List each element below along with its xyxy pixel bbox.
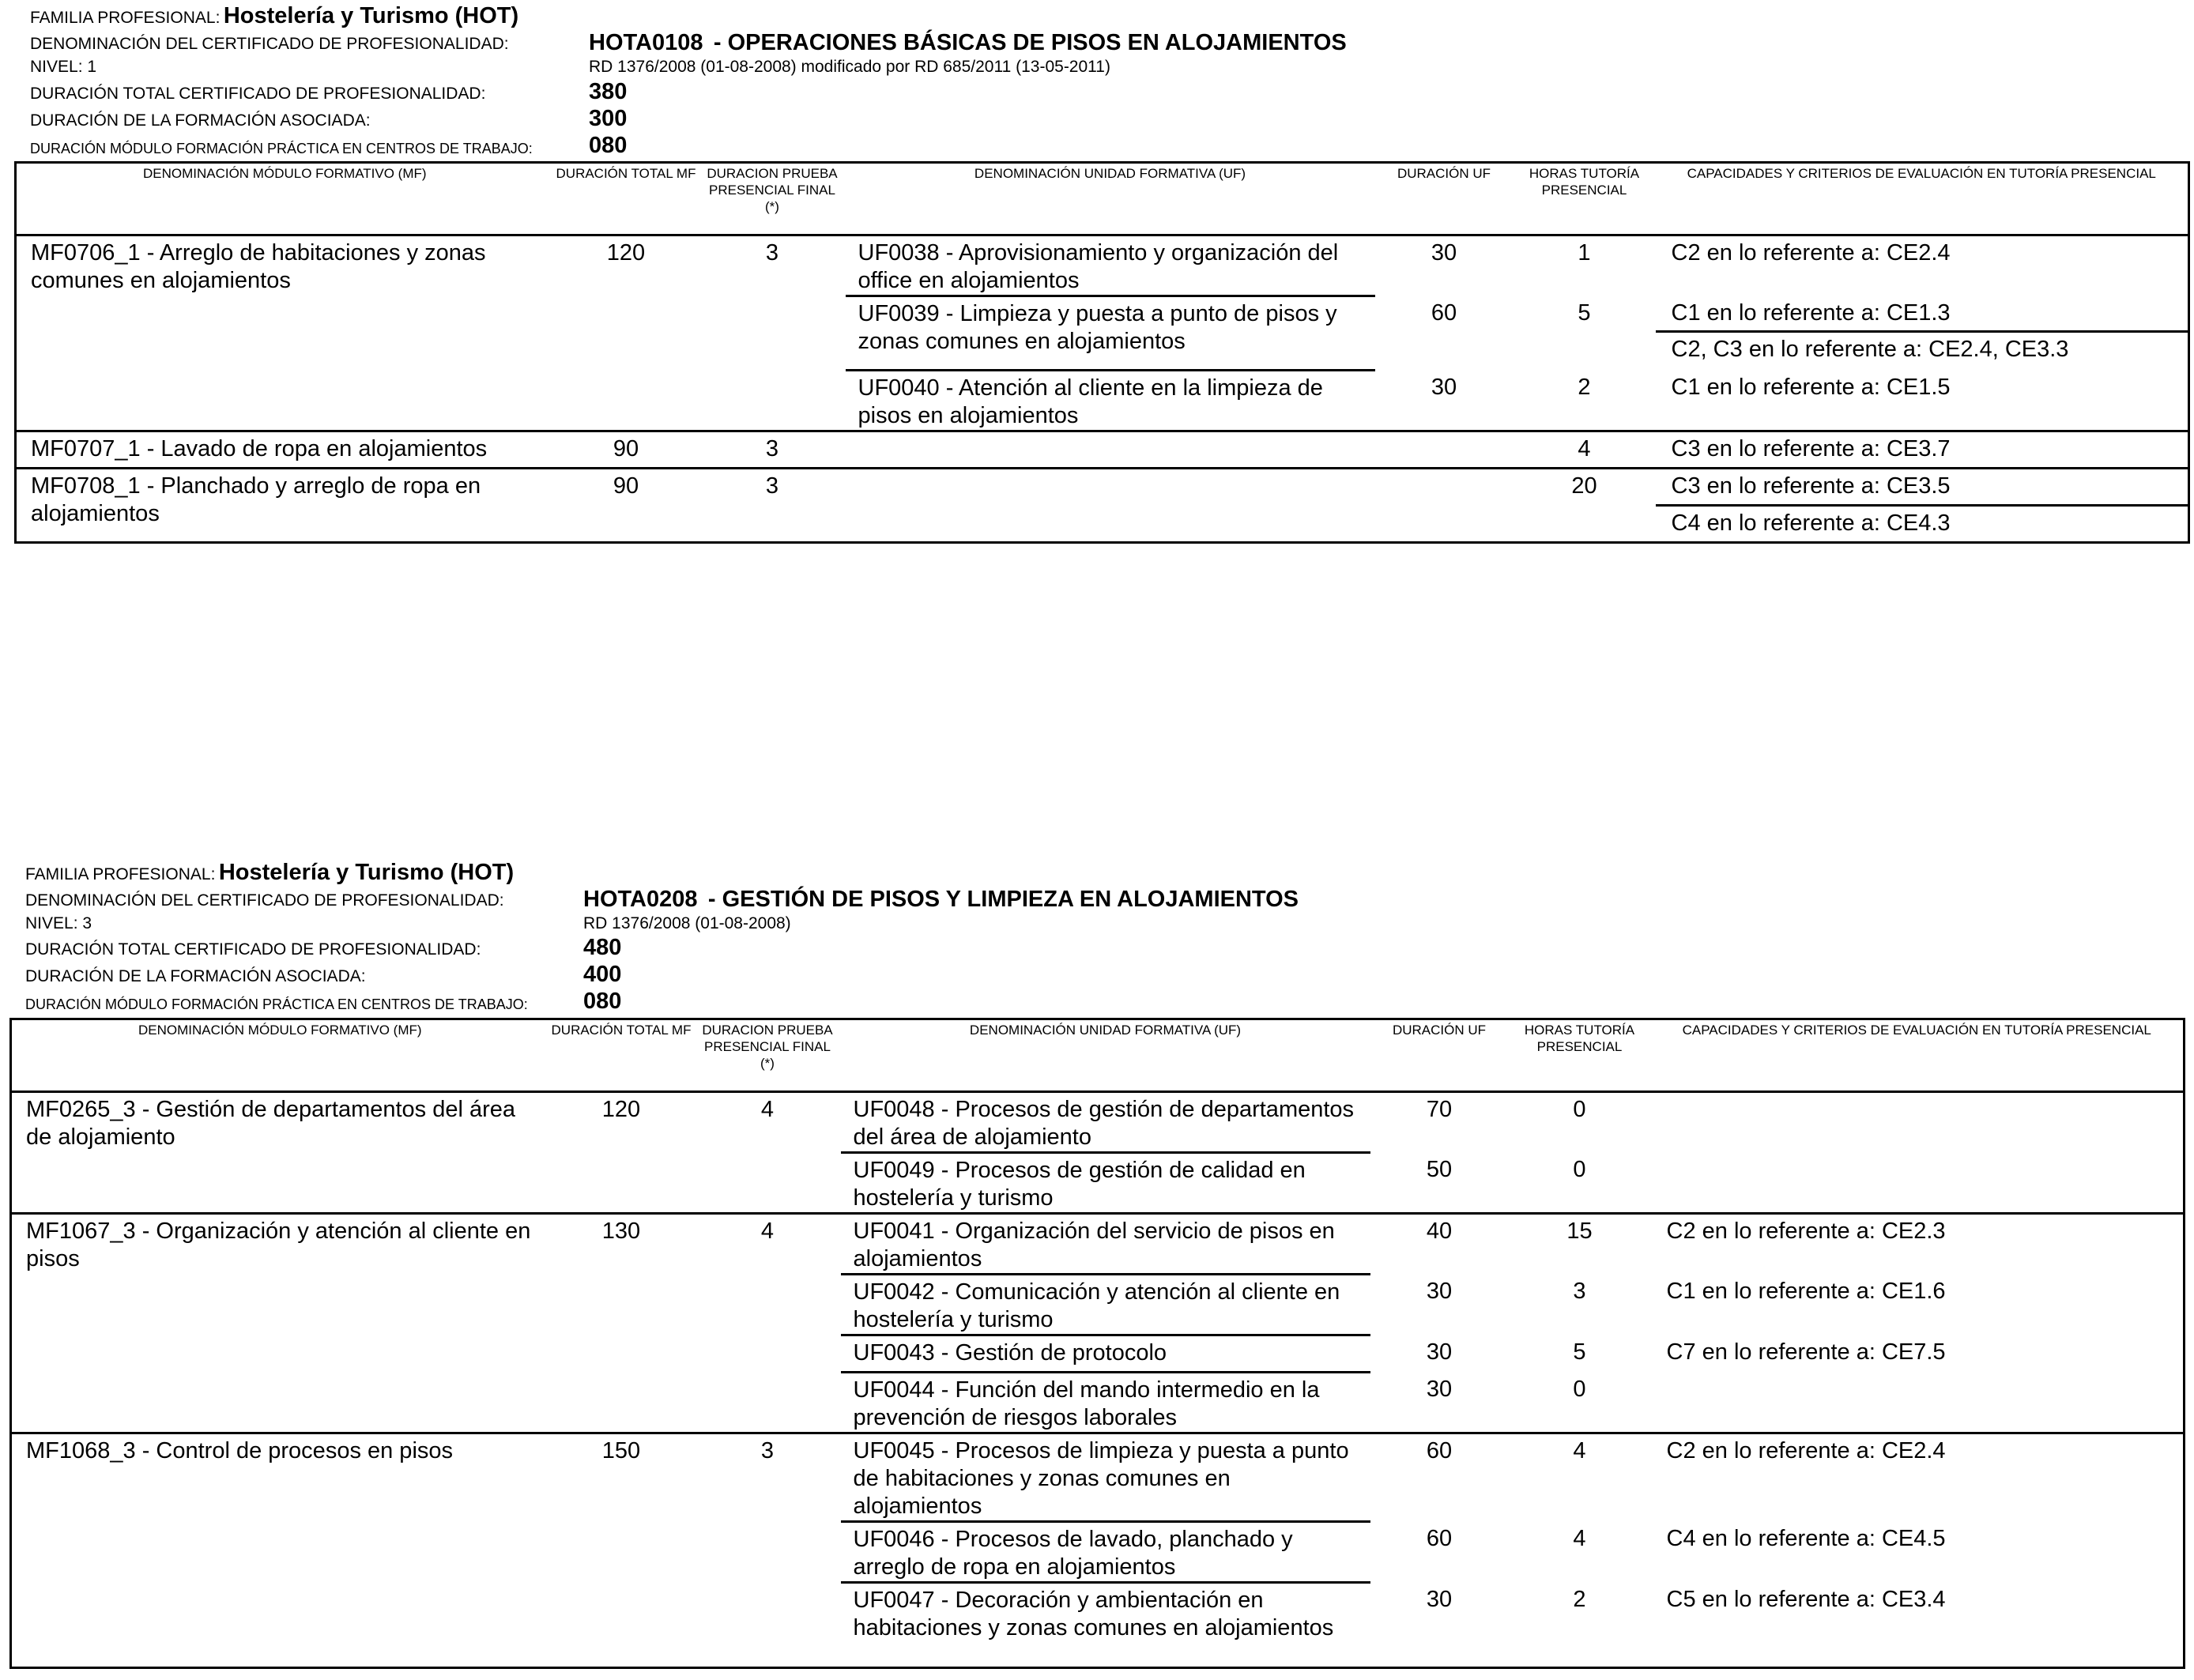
ce-item: C3 en lo referente a: CE3.5	[1671, 473, 1951, 499]
dur-uf-cell	[1375, 431, 1514, 469]
dur-uf-cell: 30	[1431, 240, 1457, 266]
horas-cell: 0	[1573, 1097, 1586, 1122]
header-duracion-mf: DURACIÓN TOTAL MF	[553, 163, 699, 235]
prueba-cell: 3	[695, 1433, 841, 1668]
uf-cell: UF0040 - Atención al cliente en la limpieza de pisos en alojamientos	[846, 371, 1375, 431]
horas-cell: 5	[1573, 1339, 1586, 1365]
uf-cell: UF0046 - Procesos de lavado, planchado y arreglo de ropa en alojamientos	[841, 1522, 1370, 1583]
ce-cell: C1 en lo referente a: CE1.6	[1666, 1278, 1946, 1304]
header-duracion-uf: DURACIÓN UF	[1375, 163, 1514, 235]
mf-cell: MF0708_1 - Planchado y arreglo de ropa en alojamientos	[16, 469, 553, 543]
dur-mf-cell: 120	[606, 240, 646, 266]
header-mf: DENOMINACIÓN MÓDULO FORMATIVO (MF)	[16, 163, 553, 235]
dur-uf-cell: 30	[1426, 1586, 1453, 1612]
ce-item: C4 en lo referente a: CE4.3	[1656, 504, 2188, 541]
ce-cell: C7 en lo referente a: CE7.5	[1666, 1339, 1946, 1365]
horas-cell: 0	[1573, 1156, 1586, 1182]
dur-mf-cell: 150	[548, 1433, 695, 1668]
ce-cell	[1651, 1153, 2185, 1214]
dur-uf-cell: 60	[1370, 1433, 1509, 1522]
dur-uf-cell: 30	[1431, 374, 1457, 400]
dur-uf-cell: 60	[1426, 1525, 1453, 1551]
dur-mf-cell: 120	[601, 1097, 641, 1122]
uf-cell: UF0048 - Procesos de gestión de departamentos del área de alojamiento	[853, 1097, 1355, 1150]
ce-cell: C2 en lo referente a: CE2.4	[1671, 240, 1951, 266]
dur-uf-cell: 30	[1426, 1278, 1453, 1304]
duracion-formacion-value: 300	[589, 106, 628, 131]
header-mf: DENOMINACIÓN MÓDULO FORMATIVO (MF)	[11, 1019, 548, 1092]
dur-uf-cell: 50	[1426, 1156, 1453, 1182]
ce-cell	[1656, 469, 2189, 543]
modules-table	[9, 1018, 2185, 1669]
ce-cell: C2 en lo referente a: CE2.3	[1651, 1214, 2185, 1275]
denominacion-label: DENOMINACIÓN DEL CERTIFICADO DE PROFESIONALIDAD:	[25, 891, 504, 910]
horas-cell: 3	[1573, 1278, 1586, 1304]
dur-uf-cell	[1375, 469, 1514, 543]
dur-uf-cell: 30	[1426, 1339, 1453, 1365]
table-row	[16, 469, 2189, 543]
prueba-cell: 3	[699, 431, 846, 469]
ce-item: C2, C3 en lo referente a: CE2.4, CE3.3	[1656, 330, 2188, 367]
horas-cell: 2	[1573, 1586, 1586, 1612]
duracion-total-value: 380	[589, 79, 628, 104]
table-row	[11, 1433, 2185, 1522]
duracion-formacion-label: DURACIÓN DE LA FORMACIÓN ASOCIADA:	[30, 111, 371, 130]
ce-cell: C1 en lo referente a: CE1.5	[1671, 374, 1951, 400]
header-duracion-uf: DURACIÓN UF	[1370, 1019, 1509, 1092]
horas-cell: 20	[1514, 469, 1656, 543]
ce-cell: C5 en lo referente a: CE3.4	[1666, 1586, 1946, 1612]
familia-line: FAMILIA PROFESIONAL: Hostelería y Turismo (HOT)	[30, 3, 519, 28]
duracion-practica-value: 080	[589, 133, 628, 158]
table-row	[16, 431, 2189, 469]
certificate-title: HOTA0108 - OPERACIONES BÁSICAS DE PISOS EN ALOJAMIENTOS	[589, 30, 1347, 55]
dur-uf-cell: 70	[1426, 1097, 1453, 1122]
header-horas: HORAS TUTORÍA PRESENCIAL	[1514, 163, 1656, 235]
mf-cell: MF0707_1 - Lavado de ropa en alojamientos	[16, 431, 553, 469]
horas-cell: 4	[1509, 1433, 1651, 1522]
duracion-practica-label: DURACIÓN MÓDULO FORMACIÓN PRÁCTICA EN CENTROS DE TRABAJO:	[30, 141, 533, 156]
table-row	[11, 1214, 2185, 1275]
ce-cell	[1656, 296, 2189, 371]
ce-cell: C3 en lo referente a: CE3.7	[1656, 431, 2189, 469]
uf-cell: UF0038 - Aprovisionamiento y organización del office en alojamientos	[858, 240, 1339, 293]
prueba-cell: 3	[699, 469, 846, 543]
horas-cell: 2	[1578, 374, 1591, 400]
duracion-practica-value: 080	[583, 989, 622, 1014]
dur-uf-cell: 30	[1426, 1376, 1453, 1402]
header-prueba: DURACION PRUEBA PRESENCIAL FINAL (*)	[695, 1019, 841, 1092]
horas-cell: 5	[1578, 299, 1591, 326]
dur-mf-cell: 130	[548, 1214, 695, 1433]
horas-cell: 4	[1573, 1525, 1586, 1551]
horas-cell: 1	[1578, 240, 1591, 266]
uf-cell: UF0039 - Limpieza y puesta a punto de pisos y zonas comunes en alojamientos	[846, 296, 1375, 371]
uf-cell: UF0049 - Procesos de gestión de calidad en hostelería y turismo	[841, 1153, 1370, 1214]
header-capacidades: CAPACIDADES Y CRITERIOS DE EVALUACIÓN EN TUTORÍA PRESENCIAL	[1656, 163, 2189, 235]
nivel-label: NIVEL: 1	[30, 58, 97, 76]
ce-cell: C2 en lo referente a: CE2.4	[1651, 1433, 2185, 1522]
duracion-total-label: DURACIÓN TOTAL CERTIFICADO DE PROFESIONALIDAD:	[25, 940, 481, 959]
prueba-cell: 3	[765, 240, 779, 266]
denominacion-label: DENOMINACIÓN DEL CERTIFICADO DE PROFESIONALIDAD:	[30, 35, 509, 53]
uf-cell: UF0041 - Organización del servicio de pisos en alojamientos	[841, 1214, 1370, 1275]
header-duracion-mf: DURACIÓN TOTAL MF	[548, 1019, 695, 1092]
horas-cell: 0	[1573, 1376, 1586, 1402]
mf-cell: MF1067_3 - Organización y atención al cliente en pisos	[11, 1214, 548, 1433]
certificate-title: HOTA0208 - GESTIÓN DE PISOS Y LIMPIEZA EN ALOJAMIENTOS	[583, 887, 1299, 912]
mf-cell: MF0706_1 - Arreglo de habitaciones y zonas comunes en alojamientos	[31, 240, 486, 293]
horas-cell: 4	[1514, 431, 1656, 469]
duracion-practica-label: DURACIÓN MÓDULO FORMACIÓN PRÁCTICA EN CENTROS DE TRABAJO:	[25, 996, 528, 1012]
header-capacidades: CAPACIDADES Y CRITERIOS DE EVALUACIÓN EN TUTORÍA PRESENCIAL	[1651, 1019, 2185, 1092]
dur-uf-cell: 40	[1370, 1214, 1509, 1275]
modules-table	[14, 161, 2190, 544]
header-prueba: DURACION PRUEBA PRESENCIAL FINAL (*)	[699, 163, 846, 235]
nivel-label: NIVEL: 3	[25, 914, 92, 932]
duracion-total-value: 480	[583, 935, 622, 960]
mf-cell: MF0265_3 - Gestión de departamentos del área de alojamiento	[26, 1097, 516, 1150]
mf-cell: MF1068_3 - Control de procesos en pisos	[11, 1433, 548, 1668]
dur-mf-cell: 90	[553, 469, 699, 543]
table-row	[11, 1092, 2185, 1153]
uf-cell	[846, 431, 1375, 469]
table-row	[16, 235, 2189, 296]
header-uf: DENOMINACIÓN UNIDAD FORMATIVA (UF)	[846, 163, 1375, 235]
table-header-row	[16, 163, 2189, 235]
ce-cell	[1651, 1092, 2185, 1153]
prueba-cell: 4	[695, 1214, 841, 1433]
uf-cell: UF0044 - Función del mando intermedio en la prevención de riesgos laborales	[841, 1373, 1370, 1433]
uf-cell: UF0047 - Decoración y ambientación en habitaciones y zonas comunes en alojamientos	[841, 1583, 1370, 1668]
uf-cell: UF0043 - Gestión de protocolo	[841, 1335, 1370, 1373]
rd-reference: RD 1376/2008 (01-08-2008)	[583, 914, 791, 932]
header-uf: DENOMINACIÓN UNIDAD FORMATIVA (UF)	[841, 1019, 1370, 1092]
horas-cell: 15	[1509, 1214, 1651, 1275]
duracion-total-label: DURACIÓN TOTAL CERTIFICADO DE PROFESIONALIDAD:	[30, 85, 486, 103]
ce-item: C1 en lo referente a: CE1.3	[1671, 299, 1951, 326]
dur-mf-cell: 90	[553, 431, 699, 469]
dur-uf-cell: 60	[1431, 299, 1457, 326]
duracion-formacion-value: 400	[583, 962, 622, 987]
uf-cell: UF0045 - Procesos de limpieza y puesta a punto de habitaciones y zonas comunes en alojamientos	[841, 1433, 1370, 1522]
uf-cell	[846, 469, 1375, 543]
ce-cell	[1651, 1373, 2185, 1433]
familia-line: FAMILIA PROFESIONAL: Hostelería y Turismo (HOT)	[25, 860, 515, 885]
header-horas: HORAS TUTORÍA PRESENCIAL	[1509, 1019, 1651, 1092]
uf-cell: UF0042 - Comunicación y atención al cliente en hostelería y turismo	[841, 1275, 1370, 1335]
rd-reference: RD 1376/2008 (01-08-2008) modificado por RD 685/2011 (13-05-2011)	[589, 58, 1110, 76]
duracion-formacion-label: DURACIÓN DE LA FORMACIÓN ASOCIADA:	[25, 967, 366, 985]
table-header-row	[11, 1019, 2185, 1092]
ce-cell: C4 en lo referente a: CE4.5	[1666, 1525, 1946, 1551]
prueba-cell: 4	[760, 1097, 775, 1122]
